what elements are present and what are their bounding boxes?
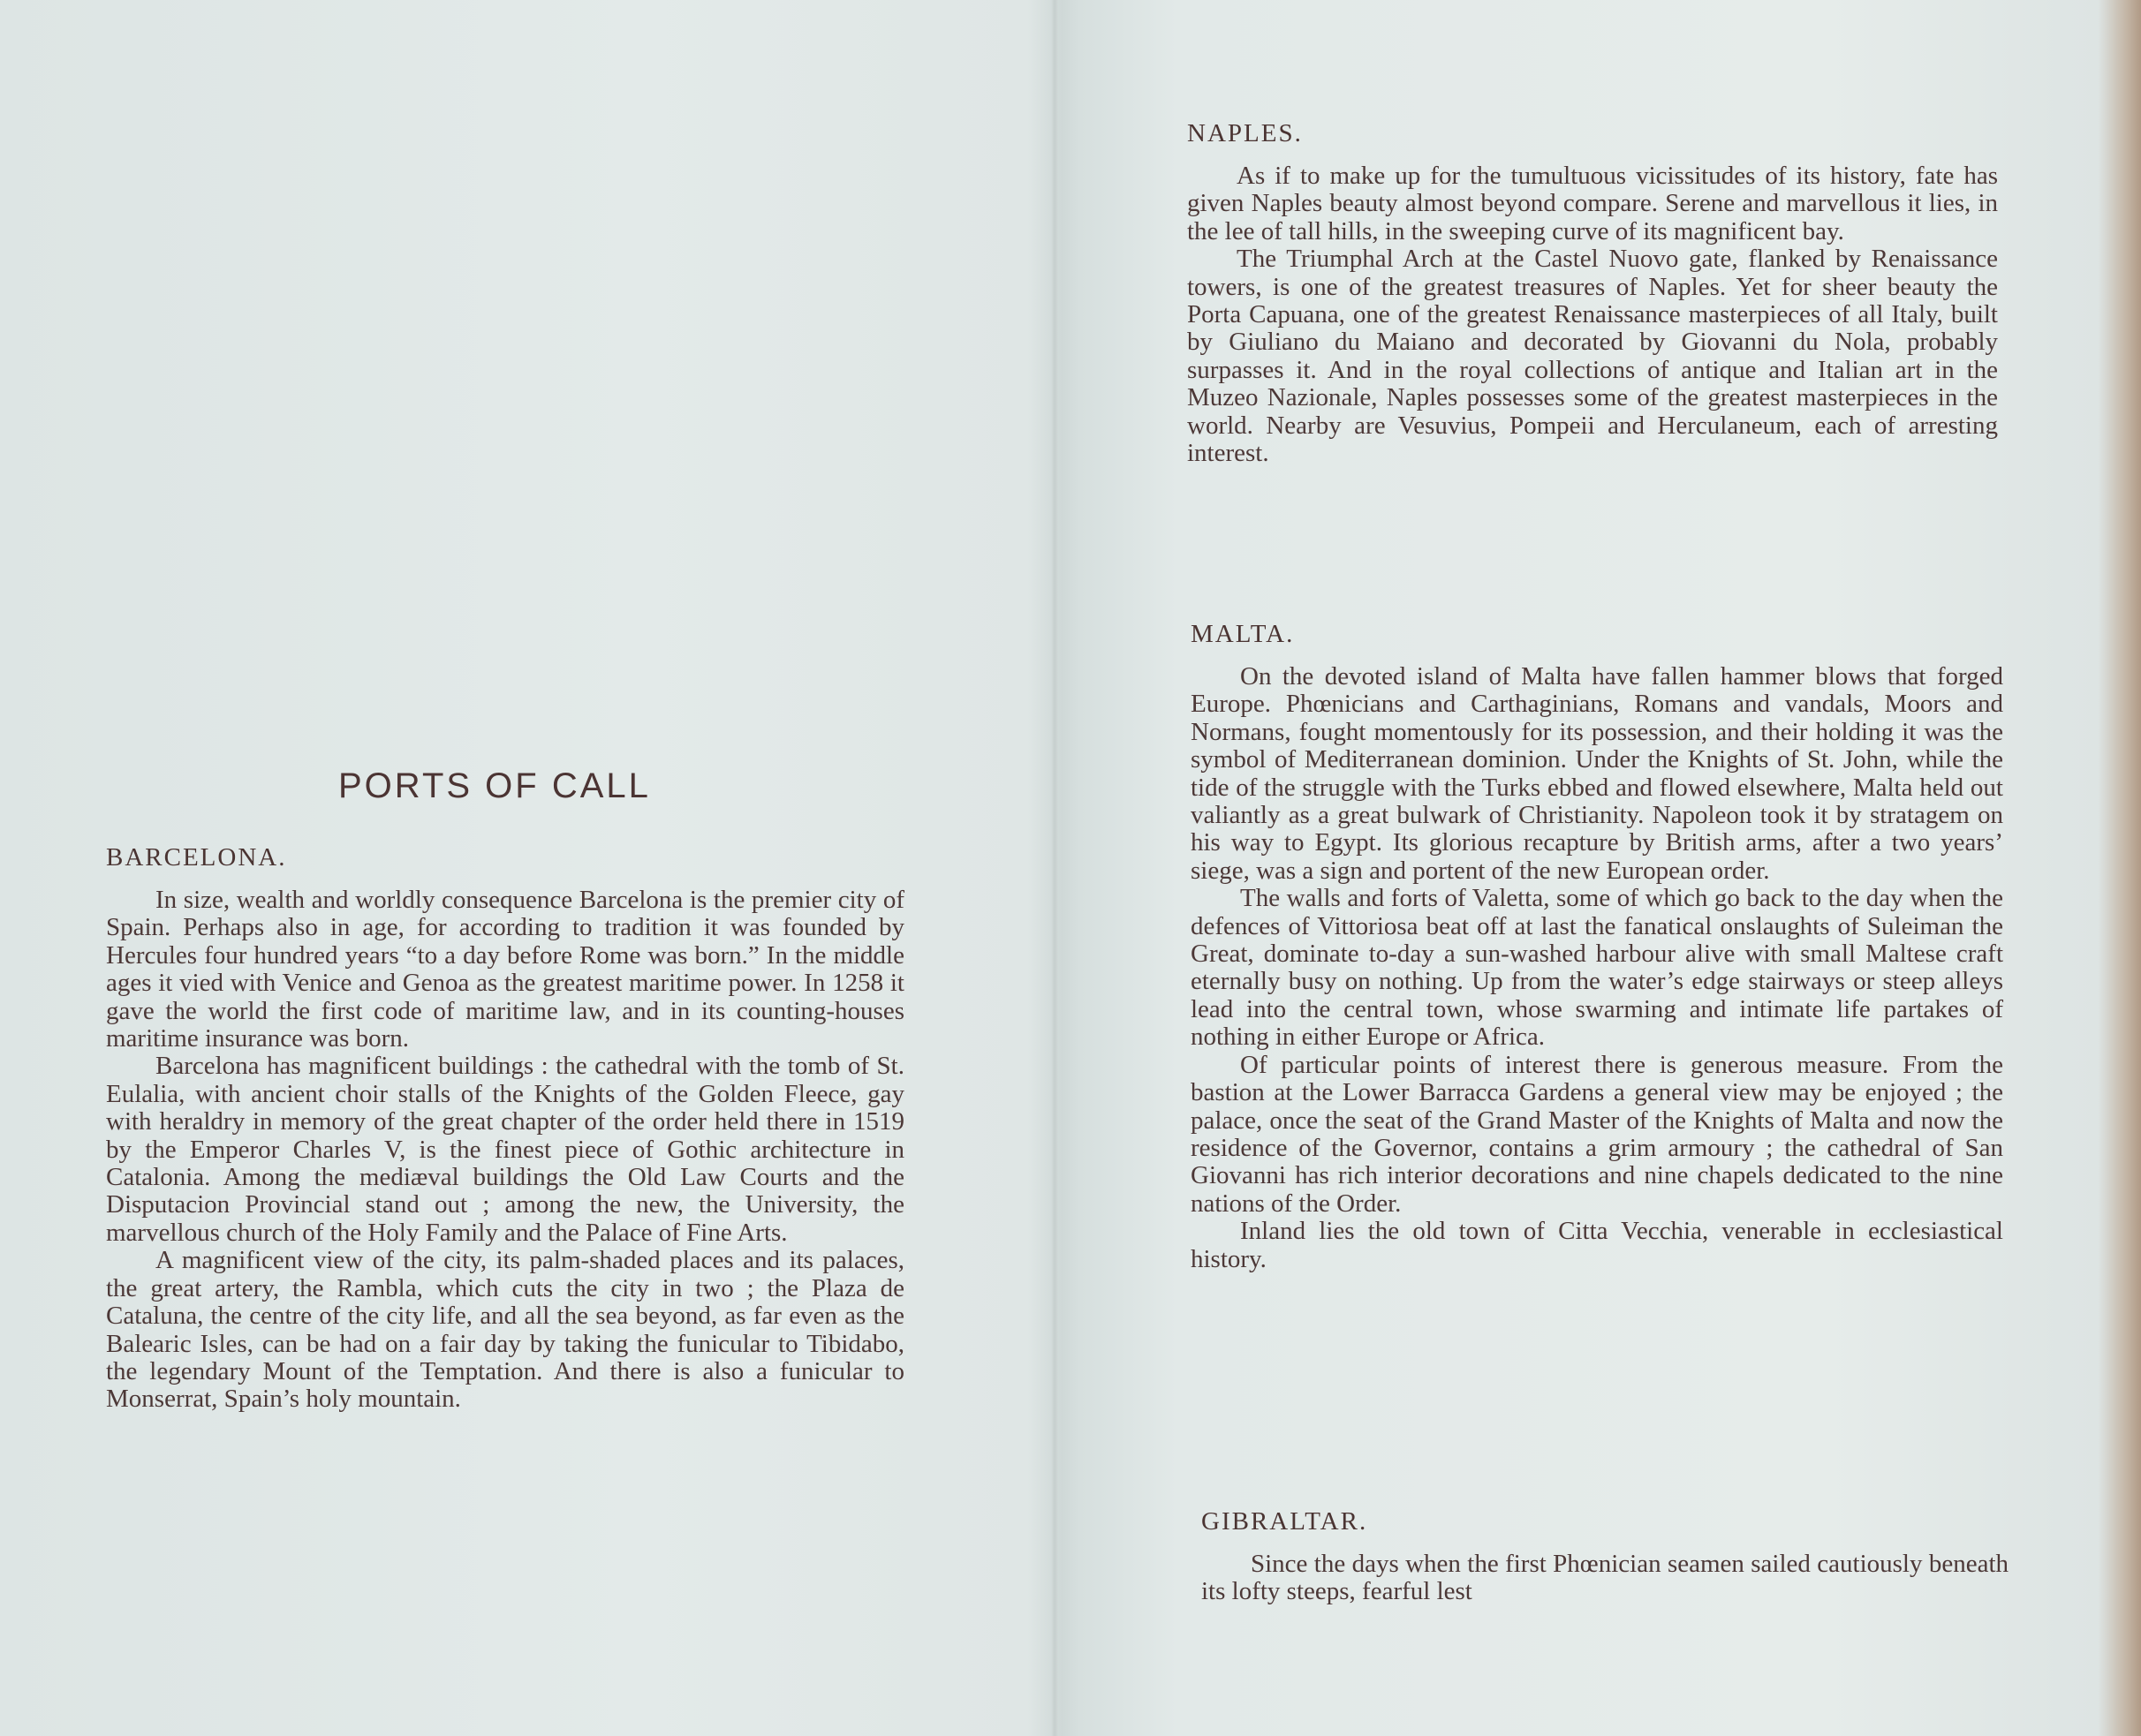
section-heading-malta: MALTA. (1191, 620, 1295, 648)
section-heading-barcelona: BARCELONA. (106, 843, 287, 872)
paragraph: On the devoted island of Malta have fallen hammer blows that forged Europe. Phœnicians and Carthaginians, Romans and vandals, Moors and Normans, fought momentously for its possession, and their holding it was the symbol of Mediterranean dominion. Under the Knights of St. John, while the tide of the struggle with the Turks ebbed and flowed elsewhere, Malta held out valiantly as a great bulwark of Christianity. Napoleon took it by stratagem on his way to Egypt. Its glorious recapture by British arms, after a two years’ siege, was a sign and portent of the new European order. (1191, 662, 2003, 885)
section-gibraltar (1201, 1507, 2009, 1606)
section-naples (1187, 119, 1998, 467)
section-heading-naples: NAPLES. (1187, 119, 1303, 147)
page-fold (1051, 0, 1058, 1736)
paragraph: Inland lies the old town of Citta Vecchia, venerable in ecclesiastical history. (1191, 1217, 2003, 1273)
left-page (0, 0, 1051, 1736)
paragraph: A magnificent view of the city, its palm-shaded places and its palaces, the great artery, the Rambla, which cuts the city in two ; the Plaza de Cataluna, the centre of the city life, and all the sea beyond, as far even as the Balearic Isles, can be had on a fair day by taking the funicular to Tibidabo, the legendary Mount of the Temptation. And there is also a funicular to Monserrat, Spain’s holy mountain. (106, 1246, 904, 1414)
section-heading-gibraltar: GIBRALTAR. (1201, 1507, 1368, 1536)
paragraph: The walls and forts of Valetta, some of which go back to the day when the defences of Vittoriosa beat off at last the fanatical onslaughts of Suleiman the Great, dominate to-day a sun-washed harbour alive with small Maltese craft eternally busy on nothing. Up from the water’s edge stairways or steep alleys lead into the central town, whose swarming and intimate life partakes of nothing in either Europe or Africa. (1191, 884, 2003, 1052)
paragraph: As if to make up for the tumultuous vicissitudes of its history, fate has given Naples beauty almost beyond compare. Serene and marvellous it lies, in the lee of tall hills, in the sweeping curve of its magnificent bay. (1187, 162, 1998, 245)
page-title: PORTS OF CALL (338, 766, 651, 805)
paragraph: Barcelona has magnificent buildings : the cathedral with the tomb of St. Eulalia, with ancient choir stalls of the Knights of the Golden Fleece, gay with heraldry in memory of the great chapter of the order held there in 1519 by the Emperor Charles V, is the finest piece of Gothic architecture in Catalonia. Among the mediæval buildings the Old Law Courts and the Disputacion Provincial stand out ; among the new, the University, the marvellous church of the Holy Family and the Palace of Fine Arts. (106, 1052, 904, 1247)
paragraph: Since the days when the first Phœnician seamen sailed cautiously beneath its lofty steeps, fearful lest (1201, 1550, 2009, 1606)
section-malta (1191, 620, 2003, 1273)
paragraph: The Triumphal Arch at the Castel Nuovo gate, flanked by Renaissance towers, is one of the greatest treasures of Naples. Yet for sheer beauty the Porta Capuana, one of the greatest Renaissance masterpieces of all Italy, built by Giuliano du Maiano and decorated by Giovanni du Nola, probably surpasses it. And in the royal collections of antique and Italian art in the Muzeo Nazionale, Naples possesses some of the greatest masterpieces in the world. Nearby are Vesuvius, Pompeii and Herculaneum, each of arresting interest. (1187, 245, 1998, 468)
right-page (1058, 0, 2141, 1736)
section-barcelona (106, 843, 904, 1414)
paragraph: Of particular points of interest there is generous measure. From the bastion at the Lower Barracca Gardens a general view may be enjoyed ; the palace, once the seat of the Grand Master of the Knights of Malta and now the residence of the Governor, contains a grim armoury ; the cathedral of San Giovanni has rich interior decorations and nine chapels dedicated to the nine nations of the Order. (1191, 1050, 2003, 1218)
paragraph: In size, wealth and worldly consequence Barcelona is the premier city of Spain. Perhaps also in age, for according to tradition it was founded by Hercules four hundred years “to a day before Rome was born.” In the middle ages it vied with Venice and Genoa as the greatest maritime power. In 1258 it gave the world the first code of maritime law, and in its counting-houses maritime insurance was born. (106, 886, 904, 1053)
